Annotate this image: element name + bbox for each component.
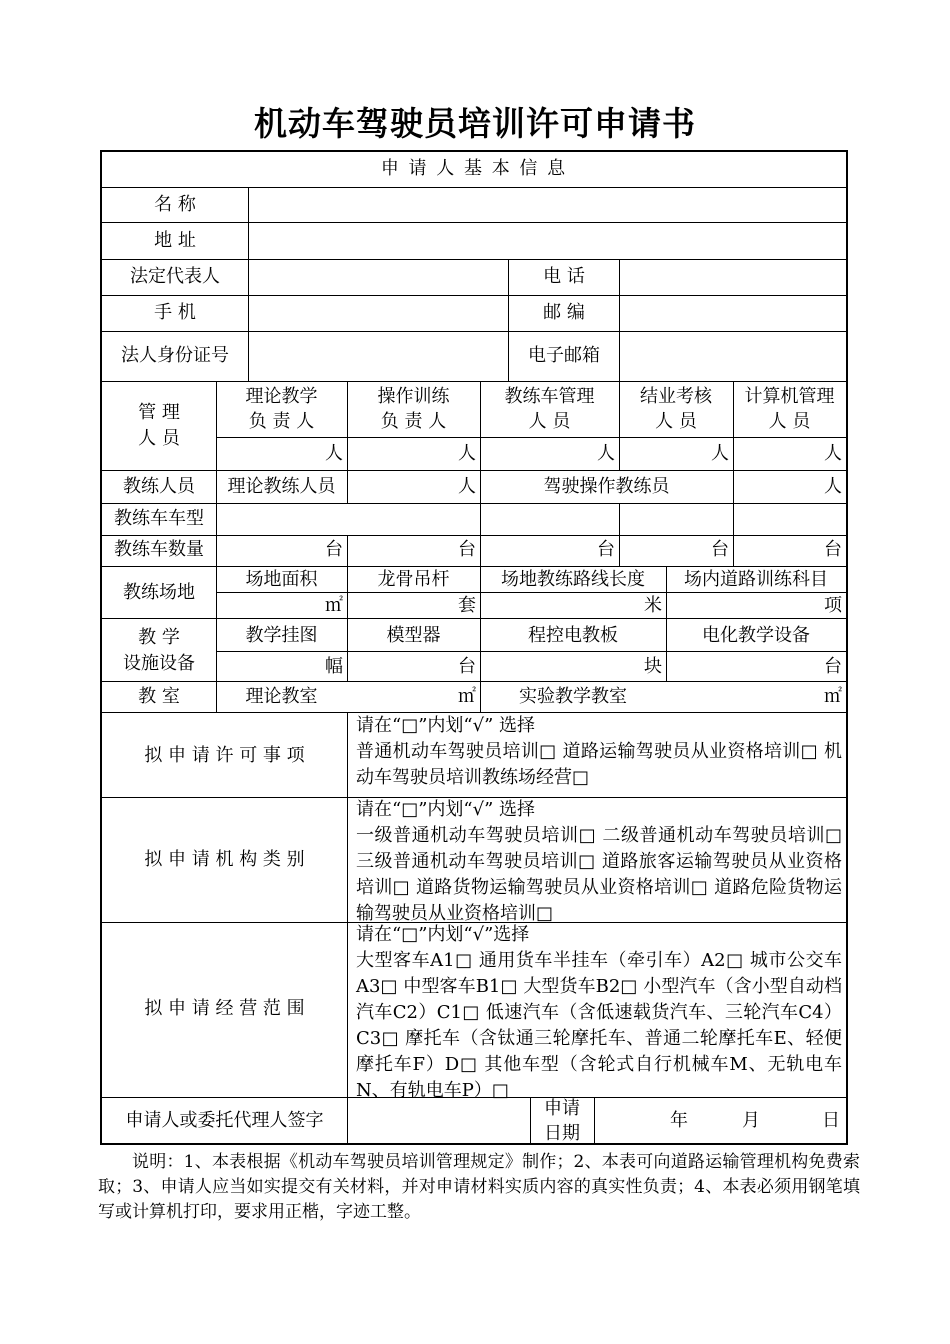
business-scope-instruction: 请在“□”内划“√”选择 [356, 924, 530, 945]
facilities-unit-charts: 幅 [325, 656, 343, 677]
manager-header-computer-2: 人 员 [768, 411, 811, 432]
vehicle-count-unit: 台 [325, 539, 343, 560]
vehicle-count-unit: 台 [458, 539, 476, 560]
driving-coaches-unit: 人 [824, 476, 842, 497]
legal-id-label: 法人身份证号 [121, 345, 229, 366]
facilities-header-electronic: 电化教学设备 [702, 625, 810, 646]
permit-items-options[interactable]: 普通机动车驾驶员培训□ 道路运输驾驶员从业资格培训□ 机动车驾驶员培训教练场经营□ [356, 741, 842, 788]
manager-unit: 人 [597, 443, 615, 464]
venue-header-subjects: 场内道路训练科目 [684, 569, 828, 590]
address-label: 地 址 [154, 230, 196, 251]
row-divider [102, 503, 846, 504]
facilities-header-board: 程控电教板 [528, 625, 618, 646]
venue-unit-route: 米 [644, 595, 662, 616]
manager-header-exam-2: 人 员 [655, 411, 697, 432]
managers-label-line2: 人 员 [138, 428, 180, 449]
vehicle-count-label: 教练车数量 [114, 539, 204, 560]
mobile-field[interactable] [249, 296, 508, 331]
theory-classroom-unit: ㎡ [458, 686, 476, 707]
manager-unit: 人 [458, 443, 476, 464]
date-label-line2: 日期 [544, 1123, 580, 1144]
date-year-label: 年 [670, 1110, 688, 1131]
manager-header-vehicle-2: 人 员 [528, 411, 571, 432]
col-divider [347, 712, 348, 1097]
date-day-label: 日 [822, 1110, 840, 1131]
venue-unit-area: ㎡ [325, 595, 343, 616]
section-header: 申 请 人 基 本 信 息 [380, 158, 568, 179]
mobile-label: 手 机 [154, 302, 196, 323]
manager-header-theory-1: 理论教学 [245, 386, 318, 407]
name-label: 名 称 [154, 194, 196, 215]
postcode-field[interactable] [620, 296, 846, 331]
lab-classroom-unit: ㎡ [824, 686, 842, 707]
row-divider [102, 381, 846, 382]
email-field[interactable] [620, 332, 846, 381]
venue-unit-boom: 套 [458, 595, 476, 616]
venue-header-route: 场地教练路线长度 [501, 569, 645, 590]
row-divider [216, 592, 846, 593]
signature-label: 申请人或委托代理人签字 [125, 1110, 324, 1131]
facilities-header-models: 模型器 [386, 625, 441, 646]
theory-coaches-label: 理论教练人员 [227, 476, 336, 497]
business-scope-content [356, 922, 842, 1104]
manager-header-exam-1: 结业考核 [640, 386, 712, 407]
manager-header-vehicle-1: 教练车管理 [504, 386, 595, 407]
date-month-label: 月 [742, 1110, 760, 1131]
row-divider [102, 470, 846, 471]
permit-items-instruction: 请在“□”内划“√” 选择 [356, 715, 536, 736]
facilities-label-line1: 教 学 [138, 627, 180, 648]
classroom-label: 教 室 [138, 686, 180, 707]
row-divider [102, 681, 846, 682]
business-scope-label: 拟 申 请 经 营 范 围 [144, 998, 305, 1019]
manager-header-computer-1: 计算机管理 [744, 386, 835, 407]
manager-header-operation-1: 操作训练 [377, 386, 450, 407]
venue-label: 教练场地 [123, 582, 195, 603]
theory-classroom-label: 理论教室 [245, 686, 318, 707]
manager-header-operation-2: 负 责 人 [380, 411, 447, 432]
venue-header-boom: 龙骨吊杆 [377, 569, 450, 590]
email-label: 电子邮箱 [528, 345, 600, 366]
row-divider [216, 651, 846, 652]
coaches-label: 教练人员 [123, 476, 195, 497]
facilities-label-line2: 设施设备 [123, 653, 195, 674]
row-divider [216, 437, 846, 438]
phone-label: 电 话 [543, 266, 585, 287]
permit-items-content [356, 713, 842, 791]
facilities-unit-electronic: 台 [824, 656, 842, 677]
managers-label-line1: 管 理 [138, 402, 180, 423]
vehicle-types-label: 教练车车型 [114, 508, 204, 529]
permit-items-label: 拟 申 请 许 可 事 项 [144, 745, 305, 766]
application-form-table [100, 150, 848, 1145]
row-divider [102, 535, 846, 536]
business-scope-options[interactable]: 大型客车A1□ 通用货车半挂车（牵引车）A2□ 城市公交车A3□ 中型客车B1□ 大型货车B2□ 小型汽车（含小型自动档汽车C2）C1□ 低速汽车（含低速载货汽车、三轮汽车C4）C3□ 摩托车（含钛通三轮摩托车、普通二轮摩托车E、轻便摩托车F）D□ 其他车型（含轮式自行机械车M、无轨电车N、有轨电车P）□ [356, 950, 842, 1101]
org-type-options[interactable]: 一级普通机动车驾驶员培训□ 二级普通机动车驾驶员培训□ 三级普通机动车驾驶员培训□ 道路旅客运输驾驶员从业资格培训□ 道路货物运输驾驶员从业资格培训□ 道路危险货物运输驾驶员从业资格培训□ [356, 825, 842, 924]
row-divider [102, 618, 846, 619]
date-label-line1: 申请 [544, 1098, 580, 1119]
row-divider [102, 566, 846, 567]
facilities-unit-models: 台 [458, 656, 476, 677]
name-field[interactable] [249, 188, 846, 222]
vehicle-count-unit: 台 [824, 539, 842, 560]
legal-rep-field[interactable] [249, 260, 508, 295]
org-type-label: 拟 申 请 机 构 类 别 [144, 849, 305, 870]
theory-coaches-unit: 人 [458, 476, 476, 497]
manager-unit: 人 [824, 443, 842, 464]
org-type-content [356, 797, 842, 927]
vehicle-count-unit: 台 [711, 539, 729, 560]
org-type-instruction: 请在“□”内划“√” 选择 [356, 799, 536, 820]
venue-unit-subjects: 项 [824, 595, 842, 616]
phone-field[interactable] [620, 260, 846, 295]
legal-rep-label: 法定代表人 [130, 266, 220, 287]
driving-coaches-label: 驾驶操作教练员 [543, 476, 670, 497]
venue-header-area: 场地面积 [245, 569, 318, 590]
manager-unit: 人 [325, 443, 343, 464]
manager-header-theory-2: 负 责 人 [248, 411, 315, 432]
manager-unit: 人 [711, 443, 729, 464]
legal-id-field[interactable] [249, 332, 508, 381]
form-title: 机动车驾驶员培训许可申请书 [254, 104, 696, 143]
lab-classroom-label: 实验教学教室 [519, 686, 627, 707]
form-notes: 说明：1、本表根据《机动车驾驶员培训管理规定》制作；2、本表可向道路运输管理机构免费索取；3、申请人应当如实提交有关材料，并对申请材料实质内容的真实性负责；4、本表必须用钢笔填写或计算机打印，要求用正楷，字迹工整。 [98, 1152, 860, 1222]
facilities-header-charts: 教学挂图 [245, 625, 318, 646]
postcode-label: 邮 编 [543, 302, 585, 323]
address-field[interactable] [249, 223, 846, 259]
signature-field[interactable] [348, 1098, 530, 1143]
facilities-unit-board: 块 [644, 656, 662, 677]
vehicle-count-unit: 台 [597, 539, 615, 560]
